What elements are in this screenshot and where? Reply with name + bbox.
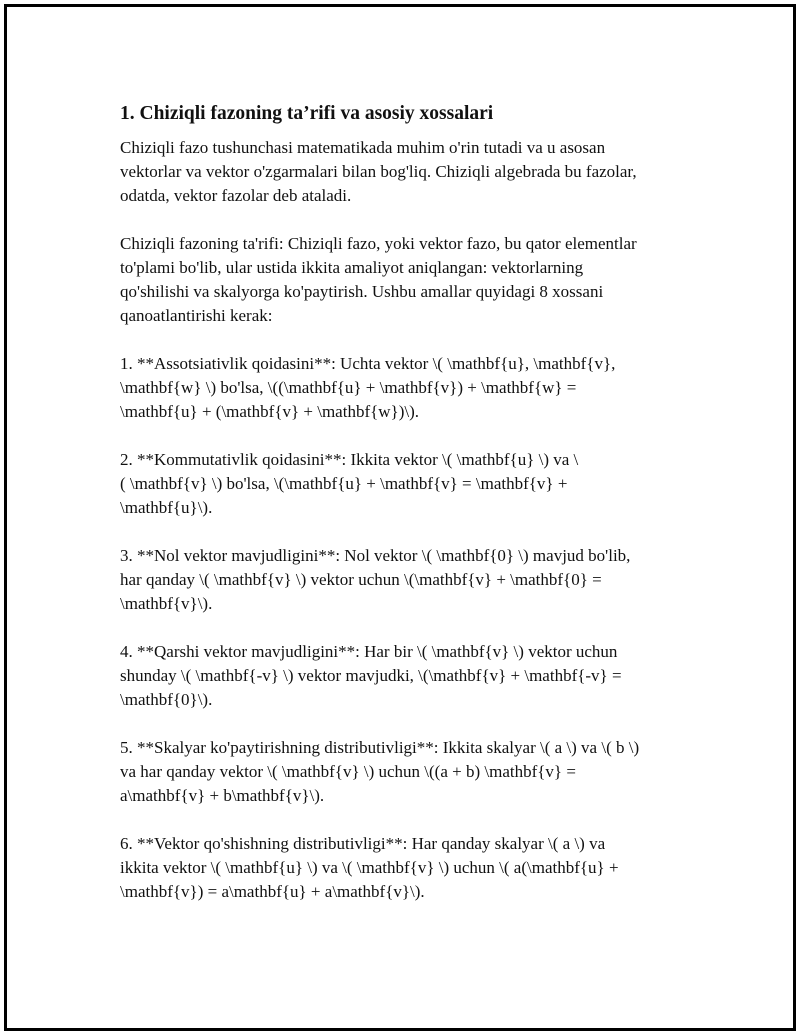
property-1-paragraph [120,352,700,424]
text-line: a\mathbf{v} + b\mathbf{v}\). [120,786,325,805]
text-line: Chiziqli fazo tushunchasi matematikada muhim o'rin tutadi va u asosan [120,138,606,157]
text-line: ikkita vektor \( \mathbf{u} \) va \( \mathbf{v} \) uchun \( a(\mathbf{u} + [120,858,619,877]
property-5-paragraph [120,736,700,808]
document-body [120,101,700,928]
text-line: \mathbf{w} \) bo'lsa, \((\mathbf{u} + \mathbf{v}) + \mathbf{w} = [120,378,577,397]
section-heading: 1. Chiziqli fazoning ta’rifi va asosiy xossalari [120,103,494,124]
text-line: ( \mathbf{v} \) bo'lsa, \(\mathbf{u} + \mathbf{v} = \mathbf{v} + [120,474,568,493]
text-line: \mathbf{u} + (\mathbf{v} + \mathbf{w})\). [120,402,419,421]
text-line: \mathbf{v}) = a\mathbf{u} + a\mathbf{v}\). [120,882,425,901]
text-line: \mathbf{0}\). [120,690,213,709]
text-line: va har qanday vektor \( \mathbf{v} \) uchun \((a + b) \mathbf{v} = [120,762,576,781]
text-line: shunday \( \mathbf{-v} \) vektor mavjudki, \(\mathbf{v} + \mathbf{-v} = [120,666,622,685]
text-line: vektorlar va vektor o'zgarmalari bilan bog'liq. Chiziqli algebrada bu fazolar, [120,162,637,181]
text-line: odatda, vektor fazolar deb ataladi. [120,186,352,205]
text-line: to'plami bo'lib, ular ustida ikkita amaliyot aniqlangan: vektorlarning [120,258,584,277]
text-line: qanoatlantirishi kerak: [120,306,273,325]
property-4-paragraph [120,640,700,712]
property-2-paragraph [120,448,700,520]
text-line: 2. **Kommutativlik qoidasini**: Ikkita vektor \( \mathbf{u} \) va \ [120,450,579,469]
text-line: 3. **Nol vektor mavjudligini**: Nol vektor \( \mathbf{0} \) mavjud bo'lib, [120,546,631,565]
text-line: \mathbf{v}\). [120,594,213,613]
text-line: 4. **Qarshi vektor mavjudligini**: Har bir \( \mathbf{v} \) vektor uchun [120,642,618,661]
text-line: \mathbf{u}\). [120,498,213,517]
property-3-paragraph [120,544,700,616]
text-line: qo'shilishi va skalyorga ko'paytirish. Ushbu amallar quyidagi 8 xossani [120,282,604,301]
text-line: Chiziqli fazoning ta'rifi: Chiziqli fazo, yoki vektor fazo, bu qator elementlar [120,234,637,253]
intro-paragraph [120,136,700,208]
definition-paragraph [120,232,700,328]
page-frame [4,4,796,1031]
text-line: 1. **Assotsiativlik qoidasini**: Uchta vektor \( \mathbf{u}, \mathbf{v}, [120,354,616,373]
text-line: 5. **Skalyar ko'paytirishning distributivligi**: Ikkita skalyar \( a \) va \( b \) [120,738,640,757]
property-6-paragraph [120,832,700,904]
text-line: 6. **Vektor qo'shishning distributivligi**: Har qanday skalyar \( a \) va [120,834,606,853]
text-line: har qanday \( \mathbf{v} \) vektor uchun \(\mathbf{v} + \mathbf{0} = [120,570,602,589]
